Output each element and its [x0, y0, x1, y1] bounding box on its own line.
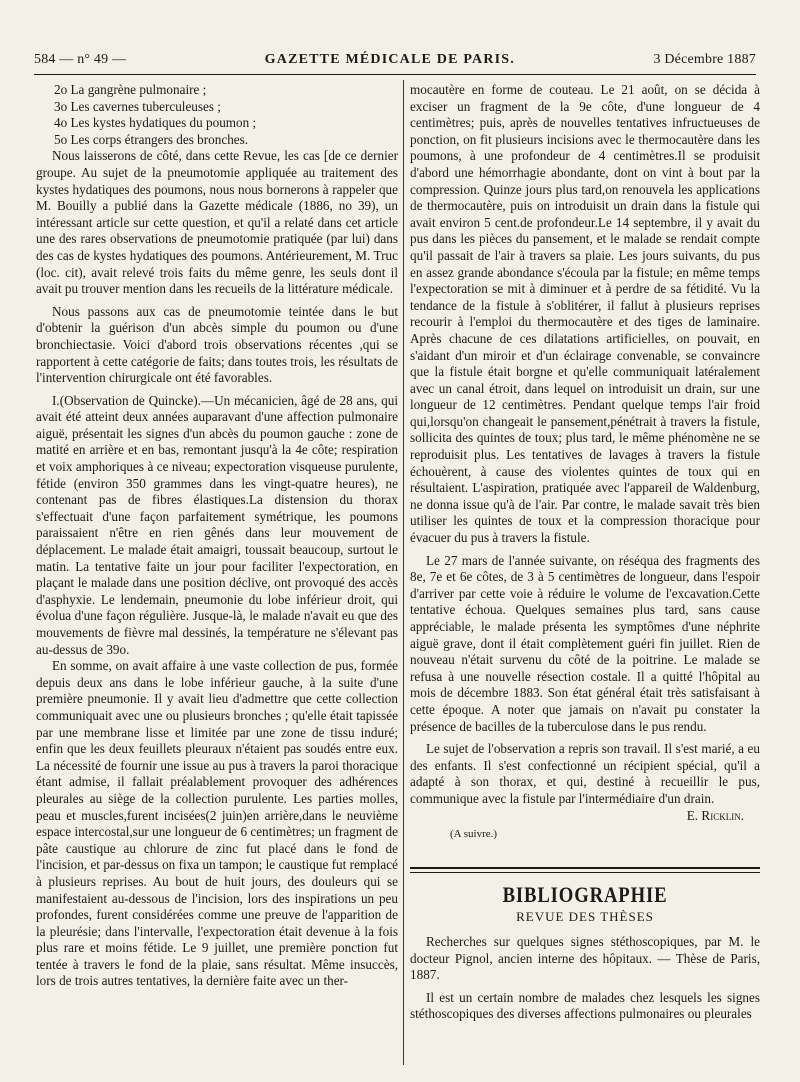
paragraph: Nous laisserons de côté, dans cette Revue, les cas [de ce dernier groupe. Au sujet de la pneumotomie appliquée au traitement des kystes hydatiques des poumons, nous nous bornerons à rappeler que M. Bouilly a publié dans la Gazette médicale (1886, no 39), un intéressant article sur cette question, et qu'il a relaté dans cet article une des rares observations de pneumotomie pratiquée (par lui) dans des cas de kystes hydatiques des poumons. Antérieurement, M. Truc (loc. cit), avait relevé trois faits du même genre, les seuls dont il avait pu trouver mention dans les recueils de la littérature médicale.: [36, 148, 398, 297]
left-column: [36, 82, 398, 990]
paragraph: En somme, on avait affaire à une vaste collection de pus, formée depuis deux ans dans le lobe inférieur gauche, à la suite d'une première pneumonie. Il y avait lieu d'admettre que cette collection communiquait avec une ou plusieurs bronches ; qu'elle était tapissée par une membrane lisse et limitée par une zone de tissu induré; enfin que les deux feuillets pleuraux n'étaient pas soudés entre eux. La nécessité de fournir une issue au pus à travers la paroi thoracique étant admise, il fallait préalablement provoquer des adhérences pleurales au siège de la collection purulente. Les parties molles, peau et muscles,furent incisées(2 juin)en arrière,dans le neuvième espace intercostal,sur une longueur de 6 centimètres; un fragment de pâte caustique au chlorure de zinc fut placé dans le fond de l'incision, et par-dessus on fixa un tampon; le caustique fut remplacé à plusieurs reprises. Au bout de huit jours, des douleurs qui se manifestaient au-dessous de l'incision, lors des inspirations un peu profondes, furent considérées comme une preuve de l'apparition de la pleurésie; dans l'intervalle, l'expectoration était devenue à la fois plus rare et moins fétide. Le 9 juillet, une première ponction fut tentée à travers le fond de la plaie, sans résultat. Même insuccès, lors de trois autres tentatives, la dernière faite avec un ther-: [36, 658, 398, 989]
disease-list: [36, 82, 398, 148]
page-header: [34, 52, 756, 76]
paragraph: I.(Observation de Quincke).—Un mécanicien, âgé de 28 ans, qui avait été atteint deux années auparavant d'une affection pulmonaire aiguë, présentait les signes d'un abcès du poumon gauche : zone de matité en arrière et en bas, remontant jusqu'à la 4e côte; respiration et voix amphoriques à ce niveau; expectoration visqueuse purulente, fétide (environ 350 grammes dans les vingt-quatre heures), ne contenant pas de fibres élastiques.La distension du thorax s'effectuait d'une façon parfaitement symétrique, les poumons paraissaient n'être en rien gênés dans leur mouvement de déplacement. Le malade était amaigri, toussait beaucoup, surtout le matin. La tentative faite un jour pour faciliter l'expectoration, en plaçant le malade dans une position déclive, ont provoqué des accès d'asphyxie. Le lendemain, pneumonie du lobe inférieur droit, qui évolua d'une façon régulière. Jusque-là, le malade n'avait eu que des mouvements de fièvre mal dessinés, la température ne s'élevant pas au-dessus de 39o.: [36, 392, 398, 657]
paragraph: Le 27 mars de l'année suivante, on réséqua des fragments des 8e, 7e et 6e côtes, de 3 à 5 centimètres de longueur, dans l'espoir d'arriver par cette voie à réduire le volume de l'excavation.Cette tentative échoua. Quelques semaines plus tard, sans cause appréciable, le malade présenta les symptômes d'une néphrite aiguë grave, dont il était complètement guéri fin juillet. Rien de nouveau n'était survenu du côté de la poitrine. Le malade se refusa à une nouvelle résection costale. Il a quitté l'hôpital au mois de décembre 1883. Son état général était très satisfaisant à cette époque. A noter que jamais on n'avait pu constater la présence de bacilles de la tuberculose dans le pus rendu.: [410, 552, 760, 734]
list-item: 5o Les corps étrangers des bronches.: [54, 131, 249, 147]
paragraph: Il est un certain nombre de malades chez lesquels les signes stéthoscopiques des diverses affections pulmonaires ou pleurales: [410, 989, 760, 1022]
right-column: [410, 82, 760, 1023]
section-rule: [410, 867, 760, 873]
page-number: 584 — n° 49 —: [34, 52, 127, 67]
column-divider: [403, 80, 404, 1065]
paragraph: mocautère en forme de couteau. Le 21 août, on se décida à exciser un fragment de la 9e côte, d'une longueur de 4 centimètres; puis, après de nouvelles tentatives infructueuses de ponction, on fit plusieurs incisions avec le thermocautère dans les poumons, à une profondeur de 4 centimètres.Il se produisit d'abord une hémorrhagie abondante, dont on vint à bout par la compression. Quinze jours plus tard,on renouvela les applications de thermocautère, puis on introduisit un drain dans la fistule qui avait environ 5 cent.de profondeur.Le 14 septembre, il y avait du pus dans les pièces du pansement, et le malade se rendait compte qu'il passait de l'air à travers sa plaie. Les jours suivants, du pus en assez grande abondance s'écoula par la fistule; en même temps l'expectoration se mit à diminuer et à perdre de sa fétidité. Vu la tendance de la fistule à s'oblitérer, il fallut à plusieurs reprises recourir à l'emploi du thermocautère et des tiges de laminaire. Après chacune de ces dilatations artificielles, on pouvait, en s'aidant d'un miroir et d'un éclairage convenable, se convaincre que la fistule était borgne et qu'elle communiquait latéralement avec un canal étroit, dans lequel on introduisit un drain, sur une longueur de 12 centimètres. Pendant quelque temps l'air froid qui,lorsqu'on changeait le pansement,pénétrait à travers la fistule, sollicita des quintes de toux; plus tard, le même phénomène ne se reproduisit plus. Les tentatives de lavages à travers la fistule échouèrent, à cause des violentes quintes de toux qui en résultaient. L'aspiration, pratiquée avec l'appareil de Waldenburg, ne donna issue qu'à de l'air. Par contre, le malade savait très bien utiliser les quintes de toux et la compression thoracique pour évacuer du pus à travers la fistule.: [410, 82, 760, 546]
author-signature: E. Ricklin.: [686, 807, 744, 823]
to-be-continued: (A suivre.): [450, 828, 498, 841]
paragraph: Le sujet de l'observation a repris son travail. Il s'est marié, a eu des enfants. Il s'est confectionné un récipient spécial, qu'il a adapté à son thorax, et qui, destiné à recueillir le pus, communique avec la fistule par l'intermédiaire d'un drain.: [410, 741, 760, 806]
list-item: 4o Les kystes hydatiques du poumon ;: [54, 115, 257, 131]
header-rule: [34, 74, 756, 75]
paragraph: Nous passons aux cas de pneumotomie teintée dans le but d'obtenir la guérison d'un abcès simple du poumon ou d'une bronchiectasie. Voici d'abord trois observations récentes ,qui se rapportent à cette catégorie de faits; dans toutes trois, les résultats de l'intervention chirurgicale ont été favorables.: [36, 303, 398, 386]
issue-date: 3 Décembre 1887: [653, 52, 756, 67]
list-item: 3o Les cavernes tuberculeuses ;: [54, 98, 221, 114]
journal-title: GAZETTE MÉDICALE DE PARIS.: [264, 52, 515, 67]
section-subtitle: REVUE DES THÈSES: [516, 909, 654, 925]
section-title: BIBLIOGRAPHIE: [502, 881, 668, 907]
list-item: 2o La gangrène pulmonaire ;: [54, 82, 207, 97]
thesis-citation: Recherches sur quelques signes stéthoscopiques, par M. le docteur Pignol, ancien interne des hôpitaux. — Thèse de Paris, 1887.: [410, 933, 760, 983]
